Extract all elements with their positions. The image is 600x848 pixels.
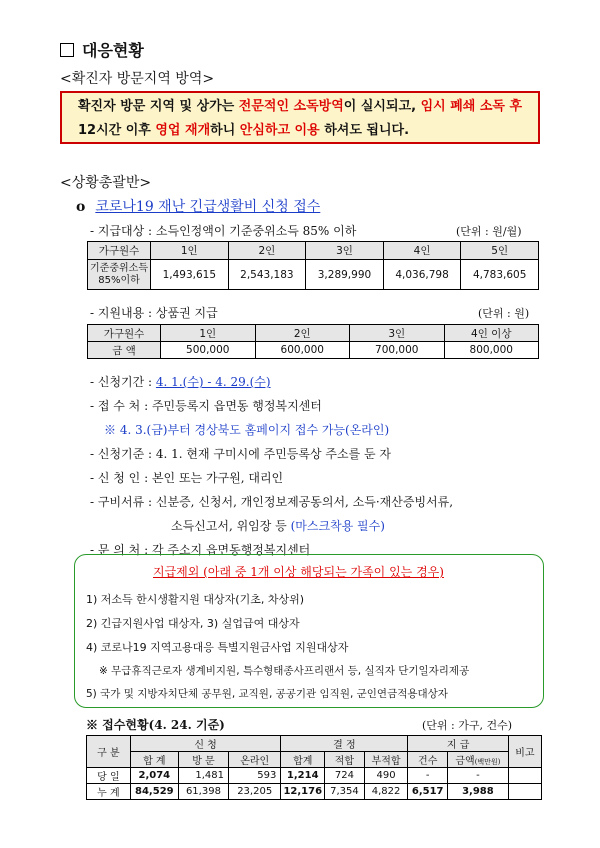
table-row: 누 계 84,529 61,398 23,205 12,176 7,354 4,822 6,517 3,988 (87, 784, 542, 800)
status-table: 구 분 신 청 결 정 지 급 비고 합 계 방 문 온라인 합계 적합 부적합 건수 금액(백만원) 당 일 2,074 1,481 593 1,214 724 490 - - 누 계 84,529 61,398 23,205 12,176 7,354 4,822 6,517 3,988 (86, 735, 542, 800)
subject-line: o 코로나19 재난 긴급생활비 신청 접수 (76, 199, 321, 215)
applicant-line: - 신 청 인 : 본인 또는 가구원, 대리인 (90, 471, 284, 485)
income-table: 가구원수 1인 2인 3인 4인 5인 기준중위소득 85%이하 1,493,615 2,543,183 3,289,990 4,036,798 4,783,605 (87, 241, 539, 290)
amount-table: 가구원수 1인 2인 3인 4인 이상 금 액 500,000 600,000 700,000 800,000 (87, 324, 539, 359)
status-title: ※ 접수현황(4. 24. 기준) (86, 718, 225, 732)
docs-line-2: 소득신고서, 위임장 등 (마스크착용 필수) (171, 519, 385, 533)
exclusion-note: ※ 무급휴직근로자 생계비지원, 특수형태종사프리랜서 등, 실직자 단기일자리제공 (99, 665, 470, 677)
notice-box (60, 91, 540, 144)
unit-label-3: (단위 : 가구, 건수) (422, 719, 513, 732)
section-heading-situation: <상황총괄반> (60, 175, 152, 191)
period-line: - 신청기간 : 4. 1.(수) - 4. 29.(수) (90, 375, 271, 389)
checkbox-square-icon (60, 43, 74, 57)
inquiry-line: - 문 의 처 : 각 주소지 읍면동행정복지센터 (90, 543, 311, 557)
support-label: - 지원내용 : 상품권 지급 (90, 306, 218, 320)
docs-line-1: - 구비서류 : 신분증, 신청서, 개인정보제공동의서, 소득·재산증빙서류, (90, 495, 454, 509)
exclusion-title: 지급제외 (아래 중 1개 이상 해당되는 가족이 있는 경우) (153, 565, 444, 579)
notice-line-2: 12시간 이후 영업 재개하니 안심하고 이용 하셔도 됩니다. (78, 123, 410, 138)
unit-label-1: (단위 : 원/월) (456, 225, 522, 238)
criteria-line: - 신청기준 : 4. 1. 현재 구미시에 주민등록상 주소를 둔 자 (90, 447, 391, 461)
place-line: - 접 수 처 : 주민등록지 읍면동 행정복지센터 (90, 399, 322, 413)
exclusion-item: 2) 긴급지원사업 대상자, 3) 실업급여 대상자 (86, 617, 300, 630)
online-note: ※ 4. 3.(금)부터 경상북도 홈페이지 접수 가능(온라인) (104, 423, 390, 437)
exclusion-item: 4) 코로나19 지역고용대응 특별지원금사업 지원대상자 (86, 641, 349, 654)
target-label: - 지급대상 : 소득인정액이 기준중위소득 85% 이하 (90, 224, 357, 238)
notice-line-1: 확진자 방문 지역 및 상가는 전문적인 소독방역이 실시되고, 임시 폐쇄 소독 후 (78, 99, 523, 114)
unit-label-2: (단위 : 원) (478, 307, 530, 320)
exclusion-item: 1) 저소득 한시생활지원 대상자(기초, 차상위) (86, 593, 304, 606)
table-row: 당 일 2,074 1,481 593 1,214 724 490 - - (87, 768, 542, 784)
exclusion-item: 5) 국가 및 지방자치단체 공무원, 교직원, 공공기관 임직원, 군인연금적용대상자 (86, 688, 448, 700)
page-title: 대응현황 (60, 38, 144, 61)
section-heading-disinfection: <확진자 방문지역 방역> (60, 71, 215, 87)
